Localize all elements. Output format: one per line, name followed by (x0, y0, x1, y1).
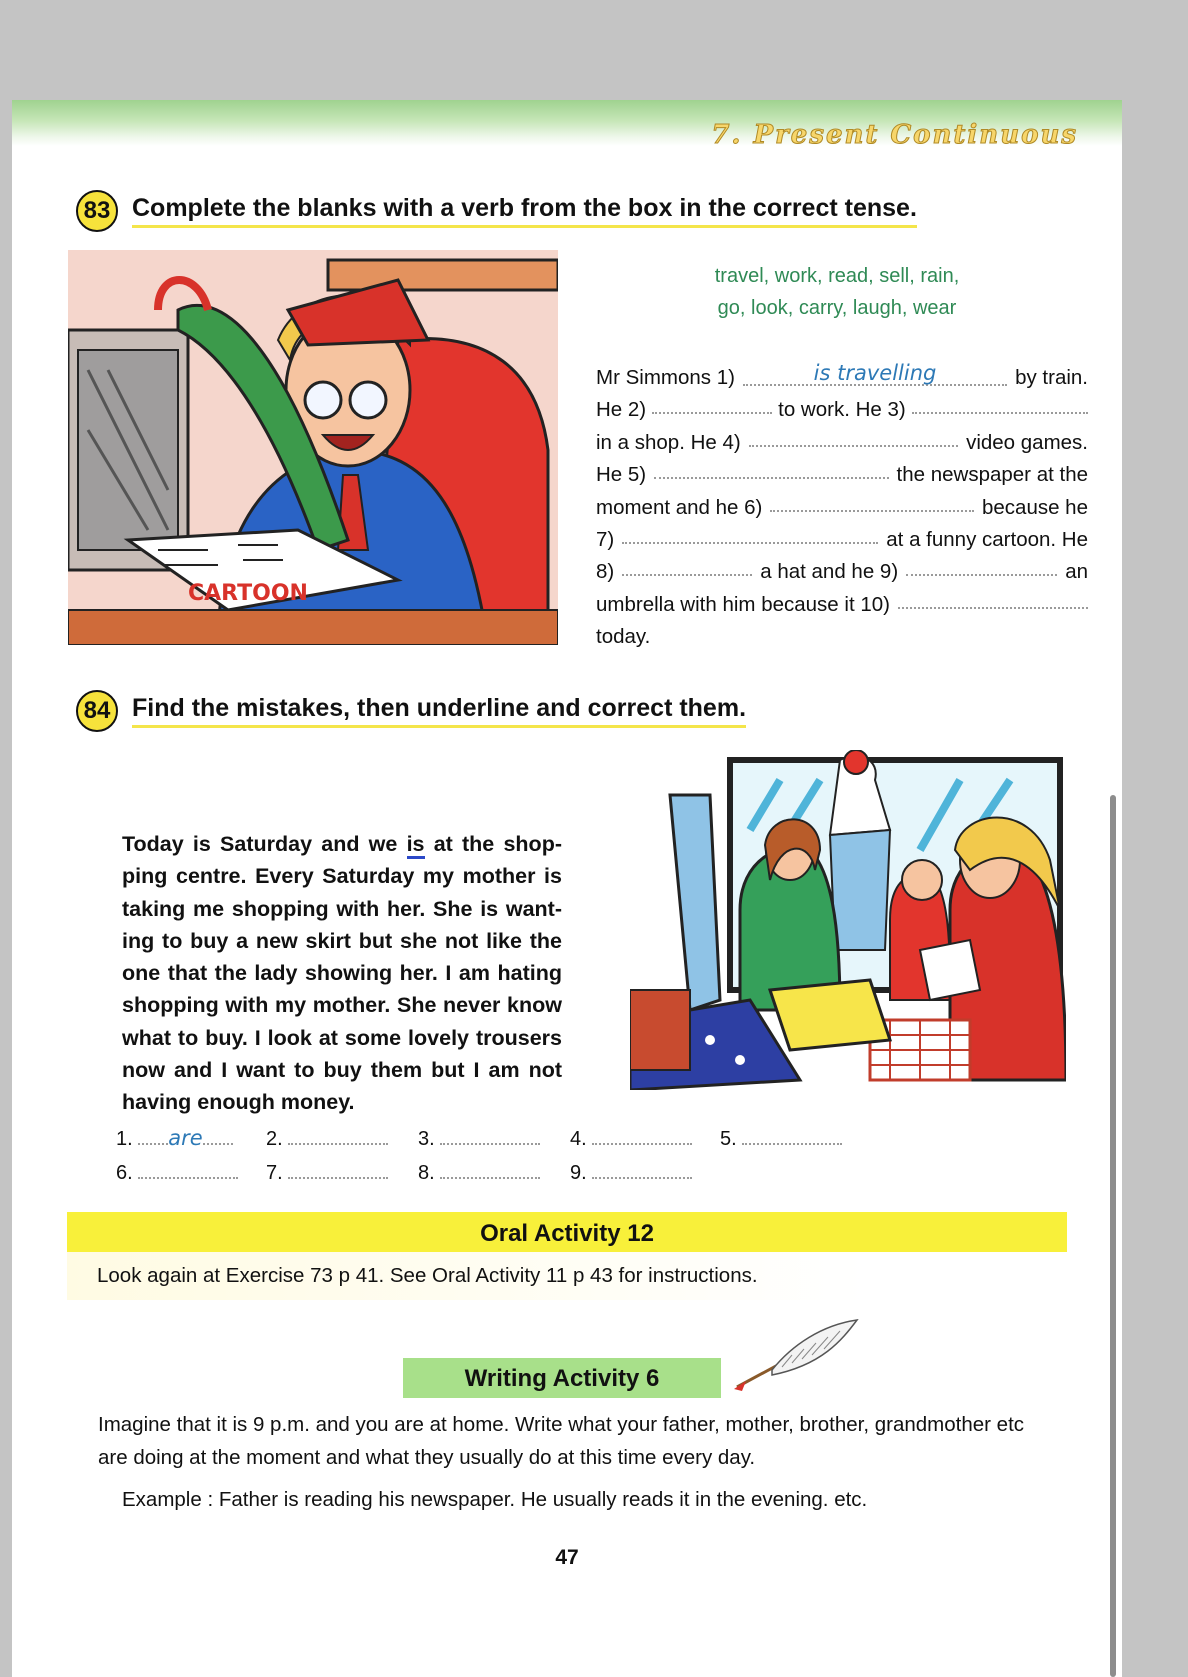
answer-4[interactable] (570, 1125, 692, 1151)
page-number: 47 (555, 1546, 579, 1569)
verb-box (652, 260, 1022, 324)
text-line (596, 589, 1088, 621)
text-fragment: 7) (596, 528, 615, 552)
text-fragment: in a shop. He 4) (596, 430, 741, 454)
answer-blank[interactable] (770, 492, 974, 512)
exercise-84-title: Find the mistakes, then underline and correct them. (132, 694, 746, 728)
answer-blank (288, 1159, 388, 1179)
answer-5[interactable] (720, 1125, 842, 1151)
answer-9[interactable] (570, 1159, 692, 1185)
writing-example: Example : Father is reading his newspaper. He usually reads it in the evening. etc. (122, 1488, 868, 1511)
text-fragment: the newspaper at the (896, 463, 1088, 487)
exercise-83-title: Complete the blanks with a verb from the box in the correct tense. (132, 194, 917, 228)
text-line (596, 394, 1088, 426)
chapter-title: 7. Present Continuous (711, 120, 1078, 150)
example-answer: is travelling (813, 361, 937, 385)
text-fragment: Today is Saturday and we (122, 832, 407, 856)
answer-blank[interactable] (749, 427, 958, 447)
text-line (596, 427, 1088, 459)
text-line (596, 556, 1088, 588)
answer-blank (592, 1159, 692, 1179)
answer-blank (440, 1125, 540, 1145)
answer-label: 8. (418, 1162, 435, 1184)
answer-blank (592, 1125, 692, 1145)
text-line (596, 459, 1088, 491)
answer-label: 1. (116, 1128, 133, 1150)
underlined-mistake: is (407, 832, 425, 859)
answer-label: 6. (116, 1162, 133, 1184)
text-fragment: a hat and he 9) (760, 560, 899, 584)
text-line (596, 362, 1088, 394)
svg-text:CARTOON: CARTOON (188, 581, 308, 606)
answer-blank[interactable] (622, 524, 878, 544)
text-fragment: because he (981, 495, 1088, 519)
answer-7[interactable] (266, 1159, 388, 1185)
answer-2[interactable] (266, 1125, 388, 1151)
answers-row (116, 1159, 916, 1193)
answers-row (116, 1125, 916, 1159)
shopping-illustration (630, 750, 1066, 1090)
answers-grid (116, 1125, 916, 1193)
right-gutter (1122, 100, 1188, 1677)
answer-value: are (168, 1126, 203, 1150)
oral-activity-title: Oral Activity 12 (480, 1220, 654, 1247)
text-line (596, 621, 1088, 653)
text-fragment: an (1065, 560, 1088, 584)
text-line (596, 524, 1088, 556)
exercise-83-number: 83 (76, 190, 118, 232)
answer-blank (138, 1159, 238, 1179)
text-fragment: to work. He 3) (778, 398, 906, 422)
quill-icon (732, 1315, 862, 1395)
answer-blank (288, 1125, 388, 1145)
writing-activity-text: Imagine that it is 9 p.m. and you are at home. Write what your father, mother, brother, grandmother etc are doing at the moment and what they usually do at this time every day. (98, 1413, 1025, 1469)
exercise-84-paragraph (122, 828, 562, 1119)
answer-label: 4. (570, 1128, 587, 1150)
answer-blank[interactable] (906, 556, 1057, 576)
answer-blank[interactable] (912, 394, 1088, 414)
verb-box-line: go, look, carry, laugh, wear (717, 297, 957, 319)
answer-blank[interactable] (654, 459, 888, 479)
answer-blank (742, 1125, 842, 1145)
train-man-illustration (68, 250, 558, 645)
text-line (596, 492, 1088, 524)
answer-3[interactable] (418, 1125, 540, 1151)
exercise-84-number: 84 (76, 690, 118, 732)
answer-label: 5. (720, 1128, 737, 1150)
text-fragment: 8) (596, 560, 615, 584)
text-fragment: video games. (966, 430, 1088, 454)
text-fragment: moment and he 6) (596, 495, 763, 519)
answer-blank[interactable] (743, 362, 1007, 386)
answer-blank (440, 1159, 540, 1179)
text-fragment: today. (596, 625, 651, 649)
answer-blank (138, 1125, 168, 1145)
scrollbar-thumb[interactable] (1110, 795, 1116, 1677)
answer-label: 7. (266, 1162, 283, 1184)
text-fragment: at the shop-ping centre. Every Saturday my mother is taking me shopping with her. She is want-ing to buy a new skirt but she not like the one that the lady showing her. I am hating shopping with my mother. She never know what to buy. I look at some lovely trousers now and I want to buy them but I am not having enough money. (122, 832, 562, 1115)
answer-blank[interactable] (652, 394, 772, 414)
text-fragment: by train. (1015, 366, 1088, 389)
answer-blank[interactable] (898, 589, 1088, 609)
answer-1[interactable] (116, 1125, 233, 1151)
text-fragment: He 5) (596, 463, 647, 487)
answer-blank[interactable] (622, 556, 752, 576)
text-fragment: umbrella with him because it 10) (596, 592, 890, 616)
oral-activity-text: Look again at Exercise 73 p 41. See Oral Activity 11 p 43 for instructions. (67, 1252, 1067, 1300)
answer-label: 9. (570, 1162, 587, 1184)
text-fragment: He 2) (596, 398, 647, 422)
writing-activity-title: Writing Activity 6 (464, 1365, 660, 1392)
text-fragment: Mr Simmons 1) (596, 366, 735, 389)
textbook-page (12, 100, 1122, 1677)
answer-blank (203, 1125, 233, 1145)
text-fragment: at a funny cartoon. He (886, 528, 1088, 552)
exercise-83-text (596, 362, 1088, 654)
answer-label: 2. (266, 1128, 283, 1150)
verb-box-line: travel, work, read, sell, rain, (714, 265, 960, 287)
answer-label: 3. (418, 1128, 435, 1150)
answer-8[interactable] (418, 1159, 540, 1185)
answer-6[interactable] (116, 1159, 238, 1185)
